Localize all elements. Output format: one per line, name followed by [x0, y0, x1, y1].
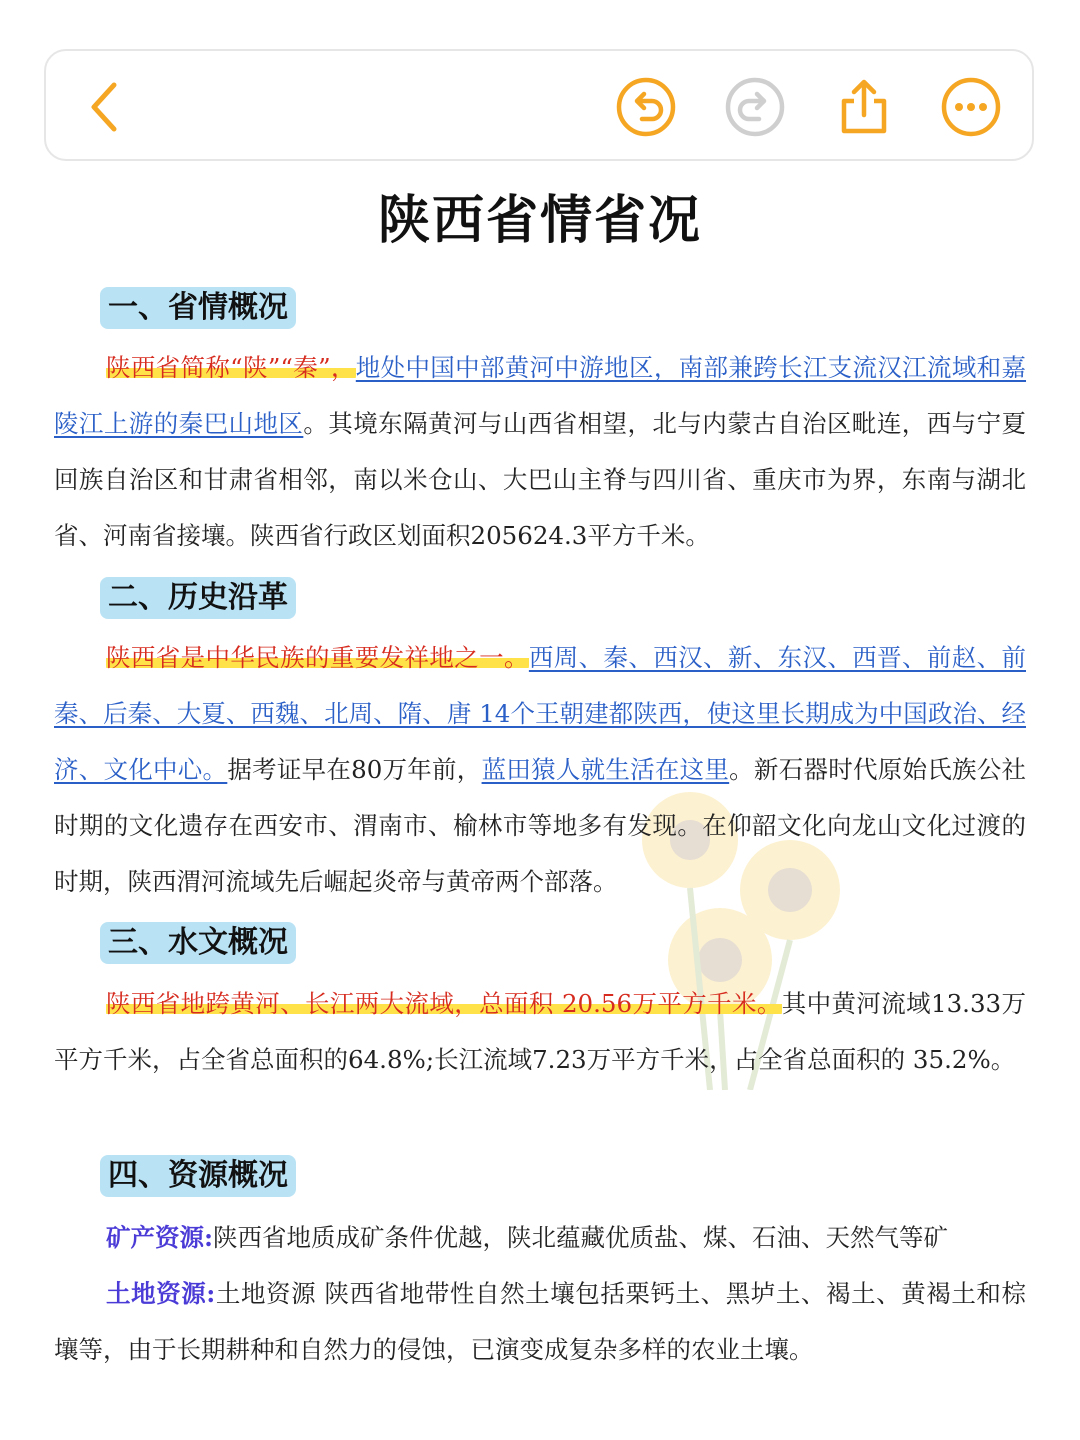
label-minerals: 矿产资源: [106, 1223, 214, 1252]
highlight-text: 陕西省是中华民族的重要发祥地之一。 [106, 643, 529, 672]
more-dots-icon[interactable] [939, 75, 1003, 139]
paragraph-hydrology [54, 976, 1026, 1088]
redo-icon[interactable] [723, 75, 787, 139]
body-text: 据考证早在80万年前， [227, 755, 482, 784]
body-text: 陕西省地质成矿条件优越，陕北蕴藏优质盐、煤、石油、天然气等矿 [213, 1223, 949, 1252]
chevron-left-icon[interactable] [74, 75, 138, 139]
paragraph-overview [54, 340, 1026, 564]
paragraph-history [54, 630, 1026, 910]
body-text: 其中黄河流域13.33万平方千米，占全省总面积的64.8%;长江流域7.23万平方千米，占全省总面积的 35.2%。 [54, 989, 1026, 1074]
label-land: 土地资源: [106, 1279, 216, 1308]
section-heading-hydrology: 三、水文概况 [100, 922, 296, 964]
paragraph-minerals [54, 1210, 1026, 1266]
top-toolbar [44, 49, 1034, 161]
page-title: 陕西省情省况 [377, 191, 702, 251]
underlined-link[interactable]: 西周、秦、西汉、新、东汉、西晋、前赵、前秦、后秦、大夏、西魏、北周、隋、唐 14个王朝建都陕西，使这里长期成为中国政治、经济、文化中心。 [54, 643, 1026, 784]
undo-icon[interactable] [614, 75, 678, 139]
section-heading-overview: 一、省情概况 [100, 287, 296, 329]
underlined-link-lantian[interactable]: 蓝田猿人就生活在这里 [481, 755, 730, 784]
highlight-text: 陕西省地跨黄河、长江两大流域，总面积 20.56万平方千米。 [106, 989, 782, 1018]
paragraph-land [54, 1266, 1026, 1378]
highlight-text: 陕西省简称“陕”“秦”， [106, 353, 356, 382]
body-text: 。新石器时代原始氏族公社时期的文化遗存在西安市、渭南市、榆林市等地多有发现。在仰韶文化向龙山文化过渡的时期，陕西渭河流域先后崛起炎帝与黄帝两个部落。 [54, 755, 1027, 896]
section-heading-history: 二、历史沿革 [100, 577, 296, 619]
body-text: 土地资源 陕西省地带性自然土壤包括栗钙土、黑垆土、褐土、黄褐土和棕壤等，由于长期耕种和自然力的侵蚀，已演变成复杂多样的农业土壤。 [54, 1279, 1026, 1364]
section-heading-resources: 四、资源概况 [100, 1155, 296, 1197]
body-text: 。其境东隔黄河与山西省相望，北与内蒙古自治区毗连，西与宁夏回族自治区和甘肃省相邻，南以米仓山、大巴山主脊与四川省、重庆市为界，东南与湖北省、河南省接壤。陕西省行政区划面积205624.3平方千米。 [54, 409, 1026, 550]
underlined-link[interactable]: 地处中国中部黄河中游地区，南部兼跨长江支流汉江流域和嘉陵江上游的秦巴山地区 [54, 353, 1027, 438]
share-icon[interactable] [832, 75, 896, 139]
